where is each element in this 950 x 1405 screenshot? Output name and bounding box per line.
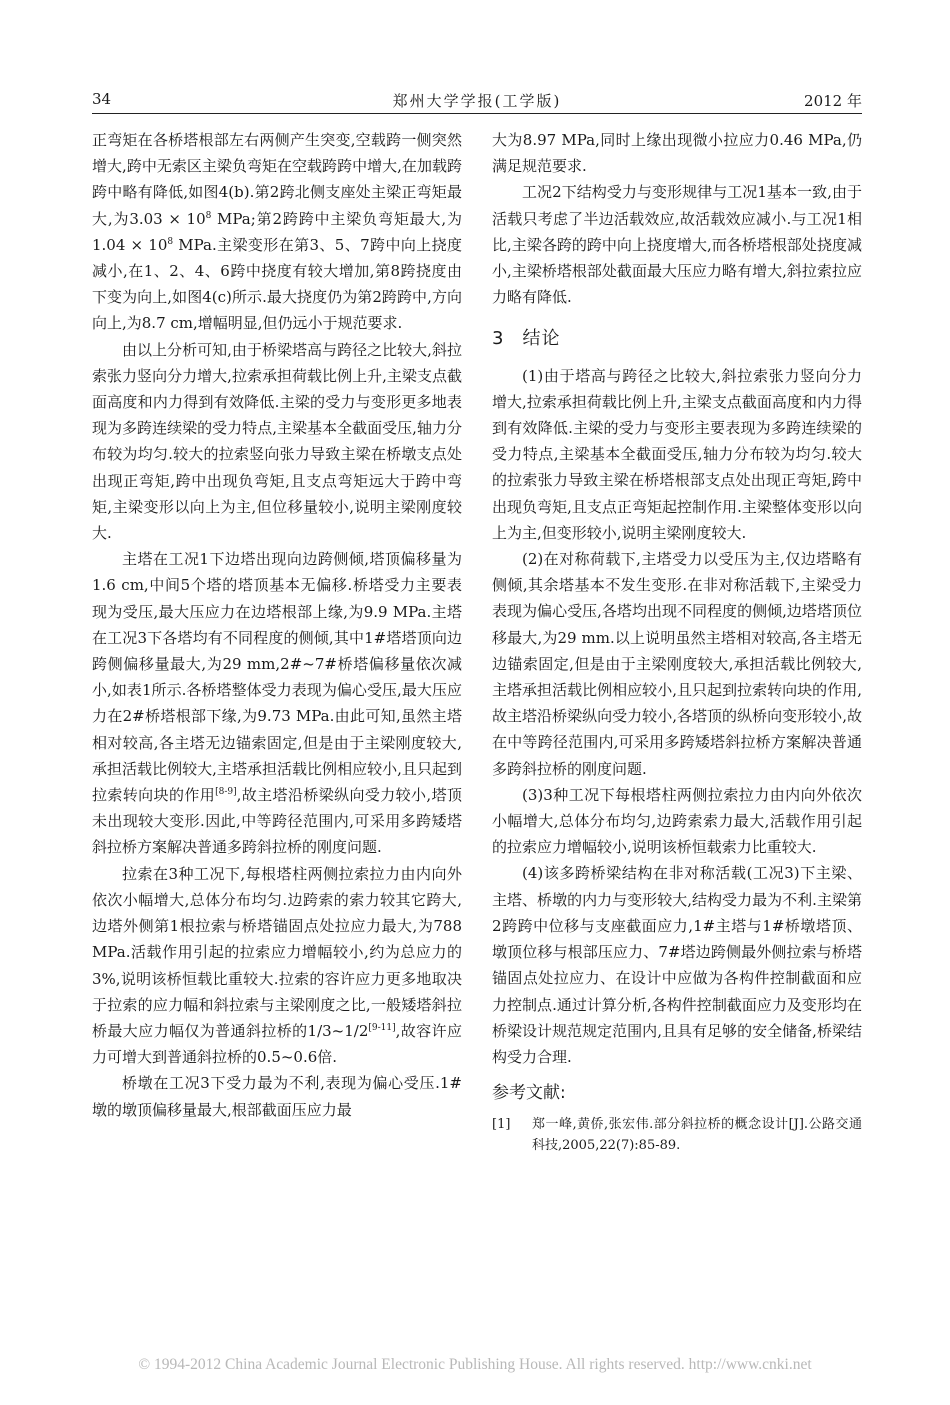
text-run: MPa;第2跨跨中主梁负弯矩最大,为1.04 × 10 [92, 209, 462, 254]
page-number: 34 [92, 90, 112, 108]
paragraph-analysis: 由以上分析可知,由于桥梁塔高与跨径之比较大,斜拉索张力竖向分力增大,拉索承担荷载比例上升,主梁支点截面高度和内力得到有效降低.主梁的受力与变形更多地表现为多跨连续梁的受力特点,主梁基本全截面受压,轴力分布较为均匀.较大的拉索竖向张力导致主梁在桥墩支点处出现正弯矩,跨中出现负弯矩,且支点弯矩远大于跨中弯矩,主梁变形以向上为主,但位移量较小,说明主梁刚度较大. [92, 340, 462, 543]
citation-superscript: [9-11] [368, 1022, 396, 1033]
paragraph-cables [92, 861, 462, 1071]
section-title: 结论 [522, 328, 561, 350]
paragraph-main-beam-moment [92, 127, 462, 337]
superscript: 8 [167, 236, 174, 247]
conclusion-1: (1)由于塔高与跨径之比较大,斜拉索张力竖向分力增大,拉索承担荷载比例上升,主梁支点截面高度和内力得到有效降低.主梁的受力与变形主要表现为多跨连续梁的受力特点,主梁基本全截面受压,轴力分布较为均匀.较大的拉索张力导致主梁在桥塔根部支点处出现正弯矩,跨中出现负弯矩,且支点正弯矩起控制作用.主梁整体变形以向上为主,但变形较小,说明主梁刚度较大. [492, 366, 862, 542]
text-run: ,故主塔沿桥梁纵向受力较小,塔顶未出现较大变形.因此,中等跨径范围内,可采用多跨矮塔斜拉桥方案解决普通多跨斜拉桥的刚度问题. [92, 786, 462, 857]
journal-title: 郑州大学学报(工学版) [392, 92, 562, 110]
text-run: 主塔在工况1下边塔出现向边跨侧倾,塔顶偏移量为1.6 cm,中间5个塔的塔顶基本无偏移.桥塔受力主要表现为受压,最大压应力在边塔根部上缘,为9.9 MPa.主塔在工况3下各塔均有不同程度的侧倾,其中1#塔塔顶向边跨侧偏移量最大,为29 mm,2#~7#桥塔偏移量依次减小,如表1所示.各桥塔整体受力表现为偏心受压,最大压应力在2#桥塔根部下缘,为9.73 MPa.由此可知,虽然主塔相对较高,各主塔无边锚索固定,但是由于主梁刚度较大,承担活载比例较大,主塔承担活载比例相应较小,且只起到拉索转向块的作用 [92, 550, 462, 805]
paragraph-case-2: 工况2下结构受力与变形规律与工况1基本一致,由于活载只考虑了半边活载效应,故活载效应减小.与工况1相比,主梁各跨的跨中向上挠度增大,而各桥塔根部处挠度减小,主梁桥塔根部处截面最大压应力略有增大,斜拉索拉应力略有降低. [492, 183, 862, 307]
publication-year: 2012 年 [804, 92, 862, 110]
text-run: MPa.主梁变形在第3、5、7跨中向上挠度减小,在1、2、4、6跨中挠度有较大增加,第8跨挠度由下变为向上,如图4(c)所示.最大挠度仍为第2跨跨中,方向向上,为8.7 cm,增幅明显,但仍远小于规范要求. [92, 235, 463, 333]
reference-item [492, 1114, 862, 1156]
conclusion-3: (3)3种工况下每根塔柱两侧拉索拉力由内向外依次小幅增大,总体分布均匀,边跨索索力最大,活载作用引起的拉索应力增幅较小,说明该桥恒载索力比重较大. [492, 785, 862, 857]
section-number: 3 [492, 328, 505, 350]
reference-number: [1] [492, 1117, 511, 1133]
reference-text: 郑一峰,黄侨,张宏伟.部分斜拉桥的概念设计[J].公路交通科技,2005,22(7):85-89. [532, 1117, 862, 1154]
section-heading-conclusion [492, 326, 862, 352]
right-column [492, 127, 862, 1156]
conclusion-2: (2)在对称荷载下,主塔受力以受压为主,仅边塔略有侧倾,其余塔基本不发生变形.在非对称活载下,主梁受力表现为偏心受压,各塔均出现不同程度的侧倾,边塔塔顶位移最大,为29 mm.以上说明虽然主塔相对较高,各主塔无边锚索固定,但是由于主梁刚度较大,承担活载比例较大,主塔承担活载比例相应较小,且只起到拉索转向块的作用,故主塔沿桥梁纵向受力较小,各塔顶的纵桥向变形较小,故在中等跨径范围内,可采用多跨矮塔斜拉桥方案解决普通多跨斜拉桥的刚度问题. [492, 550, 862, 778]
paragraph-pier-stress: 大为8.97 MPa,同时上缘出现微小拉应力0.46 MPa,仍满足规范要求. [492, 131, 862, 176]
superscript: 8 [205, 210, 212, 221]
copyright-footer: © 1994-2012 China Academic Journal Electronic Publishing House. All rights reserved. http://www.cnki.net [138, 1356, 812, 1373]
text-run: 正弯矩在各桥塔根部左右两侧产生突变,空载跨一侧突然增大,跨中无索区主梁负弯矩在空载跨跨中增大,在加载跨跨中略有降低,如图4(b).第2跨北侧支座处主梁正弯矩最大,为3.03 × 10 [92, 131, 462, 228]
references-heading: 参考文献: [492, 1083, 566, 1104]
citation-superscript: [8-9] [215, 787, 237, 798]
paragraph-piers: 桥墩在工况3下受力最为不利,表现为偏心受压.1#墩的墩顶偏移量最大,根部截面压应力最 [92, 1074, 462, 1119]
text-run: 拉索在3种工况下,每根塔柱两侧拉索拉力由内向外依次小幅增大,总体分布均匀.边跨索的索力较其它跨大,边塔外侧第1根拉索与桥塔锚固点处拉应力最大,为788 MPa.活载作用引起的拉索应力增幅较小,约为总应力的3%,说明该桥恒载比重较大.拉索的容许应力更多地取决于拉索的应力幅和斜拉索与主梁刚度之比,一般矮塔斜拉桥最大应力幅仅为普通斜拉桥的1/3~1/2 [92, 864, 462, 1040]
header-rule [92, 113, 862, 114]
left-column [92, 127, 462, 1123]
text-run: ,故容许应力可增大到普通斜拉桥的0.5~0.6倍. [92, 1021, 462, 1067]
paragraph-main-tower [92, 546, 462, 860]
conclusion-4: (4)该多跨桥梁结构在非对称活载(工况3)下主梁、主塔、桥墩的内力与变形较大,结构受力最为不利.主梁第2跨跨中位移与支座截面应力,1#主塔与1#桥墩塔顶、墩顶位移与根部压应力、7#塔边跨侧最外侧拉索与桥塔锚固点处拉应力、在设计中应做为各构件控制截面和应力控制点.通过计算分析,各构件控制截面应力及变形均在桥梁设计规范规定范围内,且具有足够的安全储备,桥梁结构受力合理. [492, 864, 862, 1066]
page-header [92, 90, 862, 112]
